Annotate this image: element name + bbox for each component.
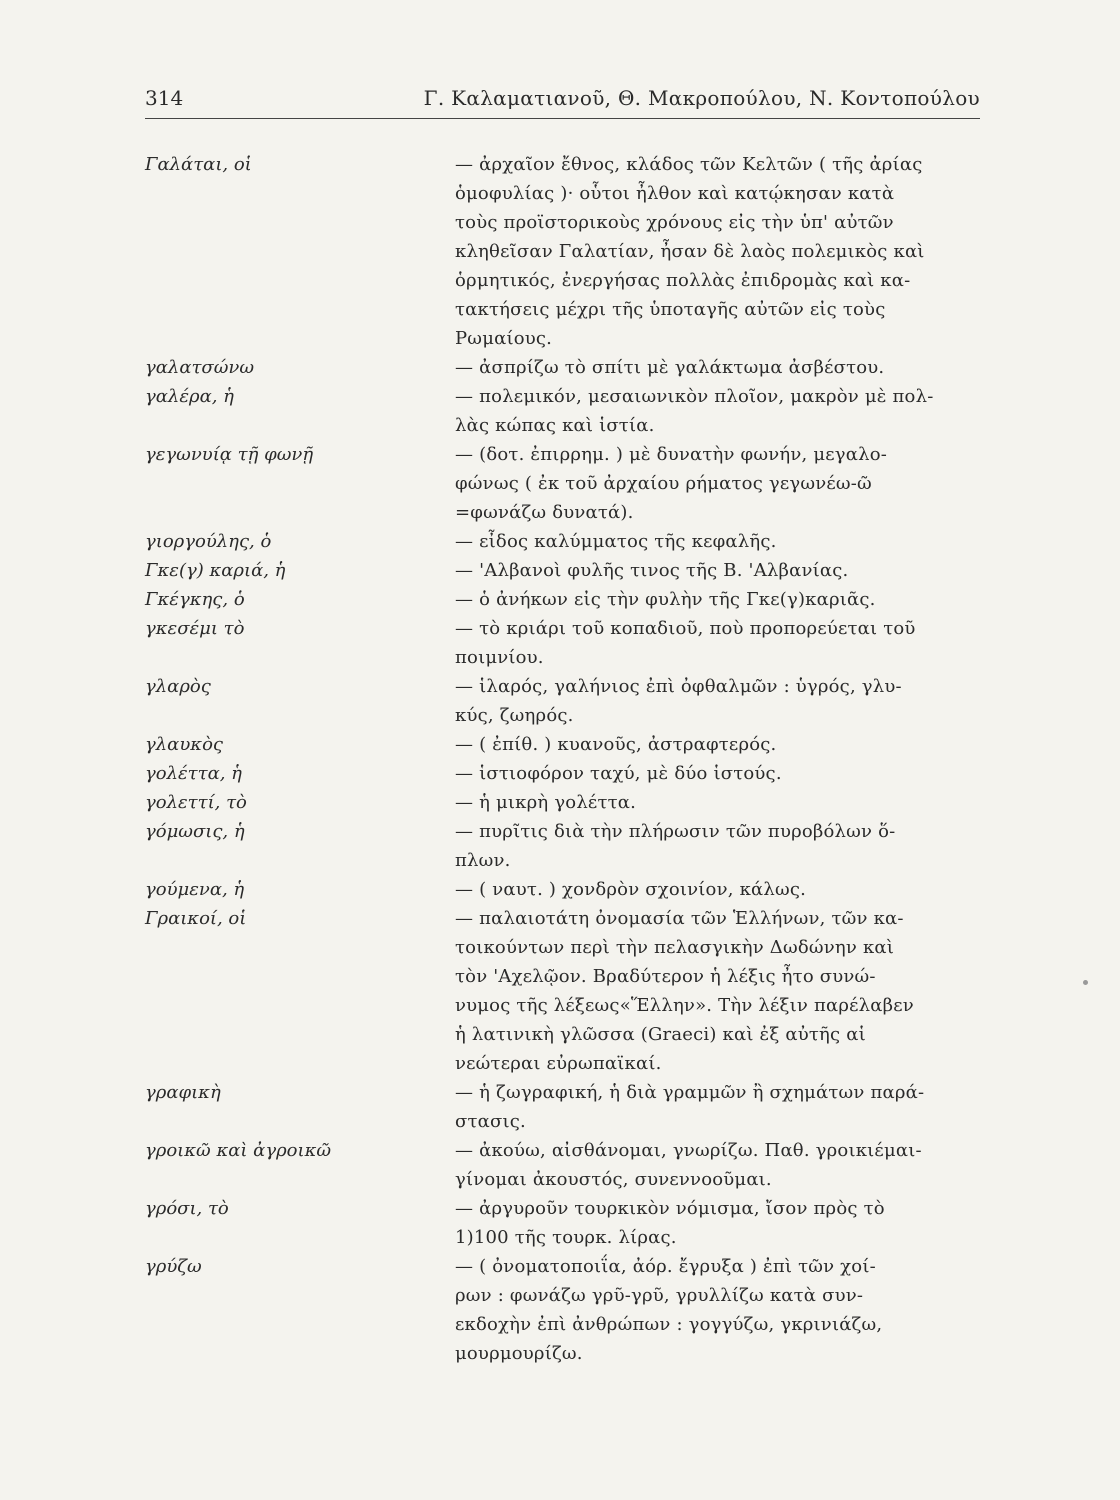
dictionary-entry (145, 759, 980, 788)
definition: — πολεμικόν, μεσαιωνικὸν πλοῖον, μακρὸν μὲ πολ- λὰς κώπας καὶ ἱστία. (455, 386, 934, 436)
definition: — εἶδος καλύμματος τῆς κεφαλῆς. (455, 531, 777, 552)
headword: Γκέγκης, ὁ (145, 589, 245, 610)
dictionary-entry (145, 382, 980, 440)
definition: — ( ἐπίθ. ) κυανοῦς, ἀστραφτερός. (455, 734, 777, 755)
headword: γούμενα, ἡ (145, 879, 245, 900)
dictionary-entry (145, 1194, 980, 1252)
headword: γεγωνυίᾳ τῇ φωνῇ (145, 444, 314, 465)
definition: — ἀργυροῦν τουρκικὸν νόμισμα, ἴσον πρὸς τὸ 1)100 τῆς τουρκ. λίρας. (455, 1198, 885, 1248)
headword: γλαρὸς (145, 676, 211, 697)
headword: Γραικοί, οἱ (145, 908, 247, 929)
dictionary-entry (145, 1252, 980, 1368)
dictionary-entry (145, 556, 980, 585)
definition: — ἡ ζωγραφική, ἡ διὰ γραμμῶν ἢ σχημάτων παρά- στασις. (455, 1082, 925, 1132)
headword: γαλέρα, ἡ (145, 386, 234, 407)
definition: — ( ναυτ. ) χονδρὸν σχοινίον, κάλως. (455, 879, 807, 900)
page-header (145, 84, 980, 119)
headword: γροικῶ καὶ ἀγροικῶ (145, 1140, 332, 1161)
definition: — ἱστιοφόρον ταχύ, μὲ δύο ἱστούς. (455, 763, 782, 784)
headword: γραφικὴ (145, 1082, 221, 1103)
dictionary-entry (145, 730, 980, 759)
paper-speck (1083, 980, 1088, 985)
headword: γλαυκὸς (145, 734, 223, 755)
headword: γρύζω (145, 1256, 202, 1277)
definition: — πυρῖτις διὰ τὴν πλήρωσιν τῶν πυροβόλων ὅ- πλων. (455, 821, 896, 871)
dictionary-entry (145, 440, 980, 527)
dictionary-entry (145, 672, 980, 730)
definition: — ὁ ἀνήκων εἰς τὴν φυλὴν τῆς Γκε(γ)καριᾶς. (455, 589, 876, 610)
definition: — ἡ μικρὴ γολέττα. (455, 792, 637, 813)
dictionary-entry (145, 353, 980, 382)
definition: — 'Αλβανοὶ φυλῆς τινος τῆς Β. 'Αλβανίας. (455, 560, 849, 581)
dictionary-entry (145, 585, 980, 614)
definition: — ἀσπρίζω τὸ σπίτι μὲ γαλάκτωμα ἀσβέστου. (455, 357, 885, 378)
page-number: 314 (145, 86, 184, 110)
definition: — παλαιοτάτη ὀνομασία τῶν Ἑλλήνων, τῶν κα- τοικούντων περὶ τὴν πελασγικὴν Δωδώνην καὶ τὸν 'Αχελῷον. Βραδύτερον ἡ λέξις ἦτο συνώ- νυμος τῆς λέξεως«Ἕλλην». Τὴν λέξιν παρέλαβεν ἡ λατινικὴ γλῶσσα (Graeci) καὶ ἐξ αὐτῆς αἱ νεώτεραι εὐρωπαϊκαί. (455, 908, 914, 1074)
dictionary-entry (145, 527, 980, 556)
dictionary-entry (145, 788, 980, 817)
dictionary-entry (145, 1136, 980, 1194)
dictionary-entries (145, 150, 980, 1368)
headword: γολεττί, τὸ (145, 792, 247, 813)
definition: — ( ὀνοματοποιΐα, ἀόρ. ἔγρυξα ) ἐπὶ τῶν χοί- ρων : φωνάζω γρῦ-γρῦ, γρυλλίζω κατὰ συν- εκδοχὴν ἐπὶ ἀνθρώπων : γογγύζω, γκρινιάζω, μουρμουρίζω. (455, 1256, 883, 1364)
headword: γκεσέμι τὸ (145, 618, 245, 639)
dictionary-entry (145, 614, 980, 672)
headword: γόμωσις, ἡ (145, 821, 245, 842)
headword: Γαλάται, οἱ (145, 154, 252, 175)
definition: — ἀρχαῖον ἔθνος, κλάδος τῶν Κελτῶν ( τῆς ἀρίας ὁμοφυλίας )· οὗτοι ἦλθον καὶ κατῴκησαν κατὰ τοὺς προϊστορικοὺς χρόνους εἰς τὴν ὑπ' αὐτῶν κληθεῖσαν Γαλατίαν, ἦσαν δὲ λαὸς πολεμικὸς καὶ ὁρμητικός, ἐνεργήσας πολλὰς ἐπιδρομὰς καὶ κα- τακτήσεις μέχρι τῆς ὑποταγῆς αὐτῶν εἰς τοὺς Ρωμαίους. (455, 154, 925, 349)
dictionary-entry (145, 904, 980, 1078)
headword: γρόσι, τὸ (145, 1198, 229, 1219)
dictionary-entry (145, 150, 980, 353)
headword: γολέττα, ἡ (145, 763, 242, 784)
dictionary-entry (145, 875, 980, 904)
definition: — τὸ κριάρι τοῦ κοπαδιοῦ, ποὺ προπορεύεται τοῦ ποιμνίου. (455, 618, 916, 668)
definition: — ἀκούω, αἰσθάνομαι, γνωρίζω. Παθ. γροικιέμαι- γίνομαι ἀκουστός, συνεννοοῦμαι. (455, 1140, 922, 1190)
running-head: Γ. Καλαματιανοῦ, Θ. Μακροπούλου, Ν. Κοντοπούλου (423, 86, 980, 110)
headword: Γκε(γ) καριά, ἡ (145, 560, 286, 581)
headword: γαλατσώνω (145, 357, 255, 378)
headword: γιοργούλης, ὁ (145, 531, 272, 552)
definition: — (δοτ. ἐπιρρημ. ) μὲ δυνατὴν φωνήν, μεγαλο- φώνως ( ἐκ τοῦ ἀρχαίου ρήματος γεγωνέω-ῶ =φωνάζω δυνατά). (455, 444, 888, 523)
definition: — ἱλαρός, γαλήνιος ἐπὶ ὀφθαλμῶν : ὑγρός, γλυ- κύς, ζωηρός. (455, 676, 902, 726)
dictionary-entry (145, 817, 980, 875)
dictionary-entry (145, 1078, 980, 1136)
